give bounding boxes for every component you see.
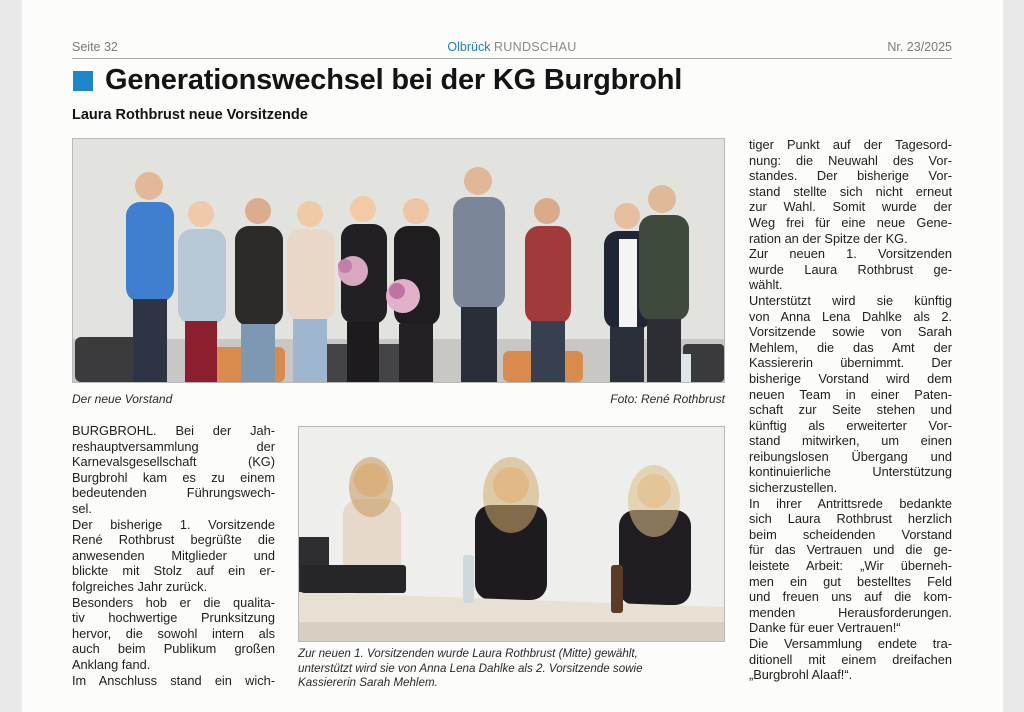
masthead-olbrueck: Olbrück	[447, 40, 491, 54]
text-line: folgreiches Jahr zurück.	[72, 578, 208, 594]
article-subhead: Laura Rothbrust neue Vorsitzende	[72, 107, 308, 123]
masthead-rundschau: RUNDSCHAU	[493, 40, 577, 54]
text-line: Die Versammlung endete tra-	[749, 636, 952, 651]
text-line: tiv hochwertige Prunksitzung	[72, 610, 275, 626]
running-header	[72, 40, 952, 58]
photo2-caption	[298, 647, 725, 691]
text-line: nung: die Neuwahl des Vor-	[749, 152, 952, 168]
photo2-caption-line: Kassiererin Sarah Mehlem.	[298, 676, 438, 689]
text-line: blickte mit Stolz auf ein er-	[72, 563, 275, 579]
article-column-left	[72, 423, 275, 688]
text-line: reshauptversammlung der	[72, 438, 275, 454]
text-line: Burgbrohl kam es zu einem	[72, 469, 275, 485]
text-line: sich Laura Rothbrust herzlich	[749, 511, 952, 527]
issue-number: Nr. 23/2025	[887, 40, 952, 54]
text-line: Besonders hob er die qualita-	[72, 594, 275, 610]
text-line: Mehlem, die das Amt der	[749, 339, 952, 355]
text-line: standes. Der bisherige Vor-	[749, 168, 952, 184]
text-line: René Rothbrust begrüßte die	[72, 532, 275, 548]
text-line: von Anna Lena Dahlke als 2.	[749, 308, 952, 324]
text-line: In ihrer Antrittsrede bedankte	[749, 495, 952, 511]
text-line: wurde Laura Rothbrust ge-	[749, 261, 952, 277]
text-line: Zur neuen 1. Vorsitzenden	[749, 246, 952, 262]
header-rule	[72, 58, 952, 59]
text-line: „Burgbrohl Alaaf!“.	[749, 667, 853, 683]
text-line: menden Herausforderungen.	[749, 604, 952, 620]
text-line: Anklang fand.	[72, 656, 151, 672]
text-line: men ein gut bestelltes Feld	[749, 573, 952, 589]
photo2-caption-line: unterstützt wird sie von Anna Lena Dahlke als 2. Vorsitzende sowie	[298, 661, 643, 675]
text-line: sicherzustellen.	[749, 480, 838, 496]
masthead	[72, 40, 952, 54]
photo1-caption: Der neue Vorstand	[72, 392, 173, 406]
text-line: neuen Team in einer Paten-	[749, 386, 952, 402]
text-line: für das Vertrauen und die ge-	[749, 542, 952, 558]
text-line: tiger Punkt auf der Tagesord-	[749, 137, 952, 152]
text-line: kontinuierliche Unterstützung	[749, 464, 952, 480]
photo2-caption-line: Zur neuen 1. Vorsitzenden wurde Laura Rothbrust (Mitte) gewählt,	[298, 647, 638, 660]
text-line: stand stellte sich nicht erneut	[749, 183, 952, 199]
page-number: Seite 32	[72, 40, 118, 54]
page-content	[72, 0, 952, 712]
text-line: bisherige Vorstand wird dem	[749, 370, 952, 386]
text-line: auch beim Publikum großen	[72, 641, 275, 657]
photo1-credit: Foto: René Rothbrust	[610, 392, 725, 406]
text-line: sel.	[72, 500, 92, 516]
text-line: Danke für euer Vertrauen!“	[749, 620, 901, 636]
headline-row	[72, 64, 952, 100]
text-line: wählt.	[749, 277, 783, 293]
text-line: BURGBROHL. Bei der Jah-	[72, 423, 275, 438]
text-line: Der bisherige 1. Vorsitzende	[72, 516, 275, 532]
text-line: ditionell mit einem dreifachen	[749, 651, 952, 667]
section-square-icon	[73, 71, 93, 91]
text-line: Unterstützt wird sie künftig	[749, 292, 952, 308]
text-line: bedeutenden Führungswech-	[72, 485, 275, 501]
text-line: Vorsitzende sowie von Sarah	[749, 324, 952, 340]
newspaper-page	[22, 0, 1003, 712]
text-line: stand mitwirken, um einen	[749, 433, 952, 449]
text-line: und freuen uns auf die kom-	[749, 589, 952, 605]
text-line: Kassiererin übernimmt. Der	[749, 355, 952, 371]
article-column-right	[749, 137, 952, 683]
text-line: hervor, die sowohl intern als	[72, 625, 275, 641]
text-line: Weg frei für eine neue Gene-	[749, 214, 952, 230]
text-line: Karnevalsgesellschaft (KG)	[72, 454, 275, 470]
group-photo	[72, 138, 725, 383]
text-line: leistete Arbeit: „Wir überneh-	[749, 558, 952, 574]
text-line: beim scheidenden Vorstand	[749, 526, 952, 542]
text-line: anwesenden Mitglieder und	[72, 547, 275, 563]
text-line: ration an der Spitze der KG.	[749, 230, 908, 246]
text-line: künftig als erweiterter Vor-	[749, 417, 952, 433]
text-line: schaft zur Seite stehen und	[749, 402, 952, 418]
text-line: Im Anschluss stand ein wich-	[72, 672, 275, 688]
board-photo	[298, 426, 725, 642]
text-line: zur Wahl. Somit wurde der	[749, 199, 952, 215]
text-line: reibungslosen Übergang und	[749, 448, 952, 464]
article-headline: Generationswechsel bei der KG Burgbrohl	[105, 64, 683, 96]
